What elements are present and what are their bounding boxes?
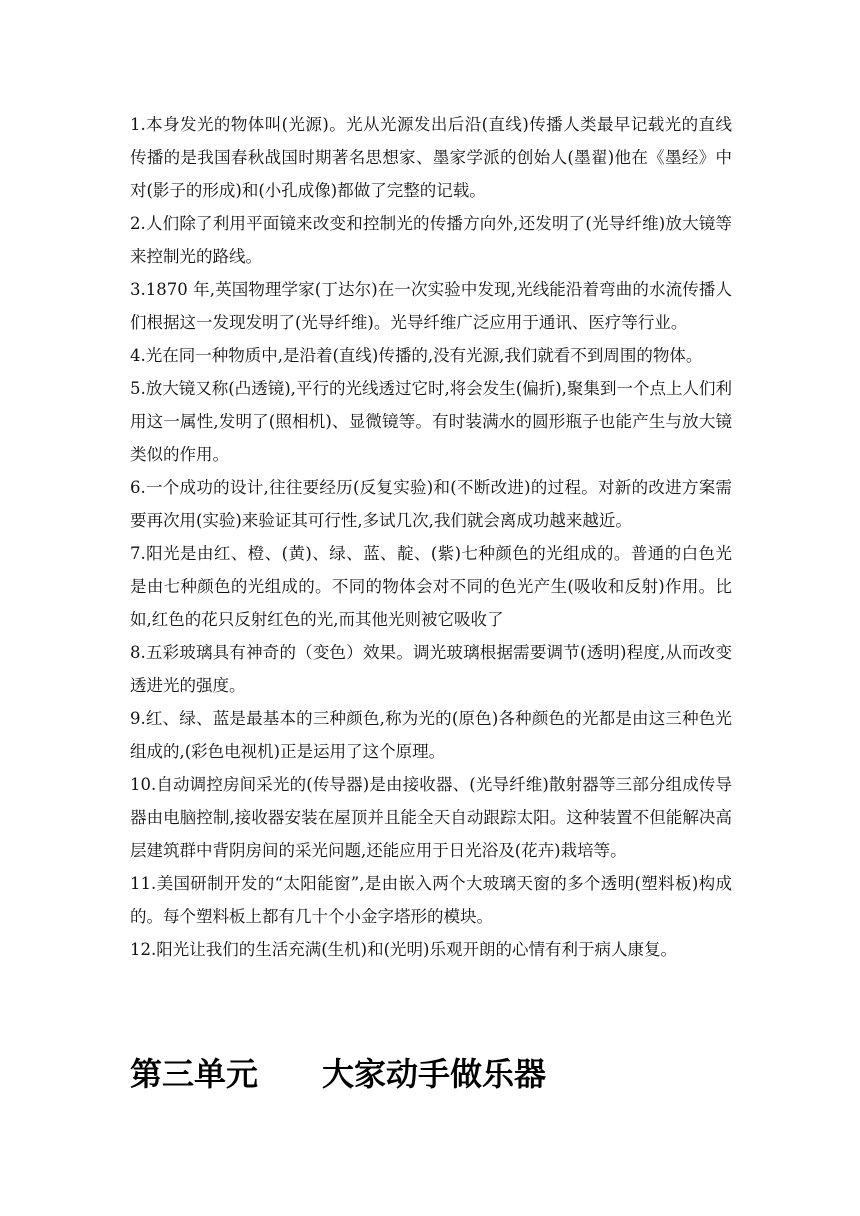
list-item-4: 4.光在同一种物质中,是沿着(直线)传播的,没有光源,我们就看不到周围的物体。 — [130, 346, 703, 365]
list-item-1: 1.本身发光的物体叫(光源)。光从光源发出后沿(直线)传播人类最早记载光的直线传播的是我国春秋战国时期著名思想家、墨家学派的创始人(墨翟)他在《墨经》中对(影子的形成)和(小孔成像)都做了完整的记载。 — [130, 115, 732, 200]
list-item-7: 7.阳光是由红、橙、(黄)、绿、蓝、靛、(紫)七种颜色的光组成的。普通的白色光是由七种颜色的光组成的。不同的物体会对不同的色光产生(吸收和反射)作用。比如,红色的花只反射红色的光,而其他光则被它吸收了 — [130, 544, 732, 629]
list-item-2: 2.人们除了利用平面镜来改变和控制光的传播方向外,还发明了(光导纤维)放大镜等来控制光的路线。 — [130, 214, 732, 266]
question-list — [130, 108, 732, 966]
list-item-6: 6.一个成功的设计,往往要经历(反复实验)和(不断改进)的过程。对新的改进方案需要再次用(实验)来验证其可行性,多试几次,我们就会离成功越来越近。 — [130, 478, 732, 530]
list-item-12: 12.阳光让我们的生活充满(生机)和(光明)乐观开朗的心情有利于病人康复。 — [130, 940, 677, 959]
list-item-8: 8.五彩玻璃具有神奇的（变色）效果。调光玻璃根据需要调节(透明)程度,从而改变透进光的强度。 — [130, 643, 732, 695]
list-item-10: 10.自动调控房间采光的(传导器)是由接收器、(光导纤维)散射器等三部分组成传导器由电脑控制,接收器安装在屋顶并且能全天自动跟踪太阳。这种装置不但能解决高层建筑群中背阴房间的采光问题,还能应用于日光浴及(花卉)栽培等。 — [130, 775, 732, 860]
list-item-11: 11.美国研制开发的“太阳能窗”,是由嵌入两个大玻璃天窗的多个透明(塑料板)构成的。每个塑料板上都有几十个小金字塔形的模块。 — [130, 874, 732, 926]
list-item-5: 5.放大镜又称(凸透镜),平行的光线透过它时,将会发生(偏折),聚集到一个点上人们利用这一属性,发明了(照相机)、显微镜等。有时装满水的圆形瓶子也能产生与放大镜类似的作用。 — [130, 379, 732, 464]
unit-heading: 第三单元 大家动手做乐器 — [130, 1055, 547, 1093]
list-item-3: 3.1870 年,英国物理学家(丁达尔)在一次实验中发现,光线能沿着弯曲的水流传播人们根据这一发现发明了(光导纤维)。光导纤维广泛应用于通讯、医疗等行业。 — [130, 280, 732, 332]
list-item-9: 9.红、绿、蓝是最基本的三种颜色,称为光的(原色)各种颜色的光都是由这三种色光组成的,(彩色电视机)正是运用了这个原理。 — [130, 709, 732, 761]
